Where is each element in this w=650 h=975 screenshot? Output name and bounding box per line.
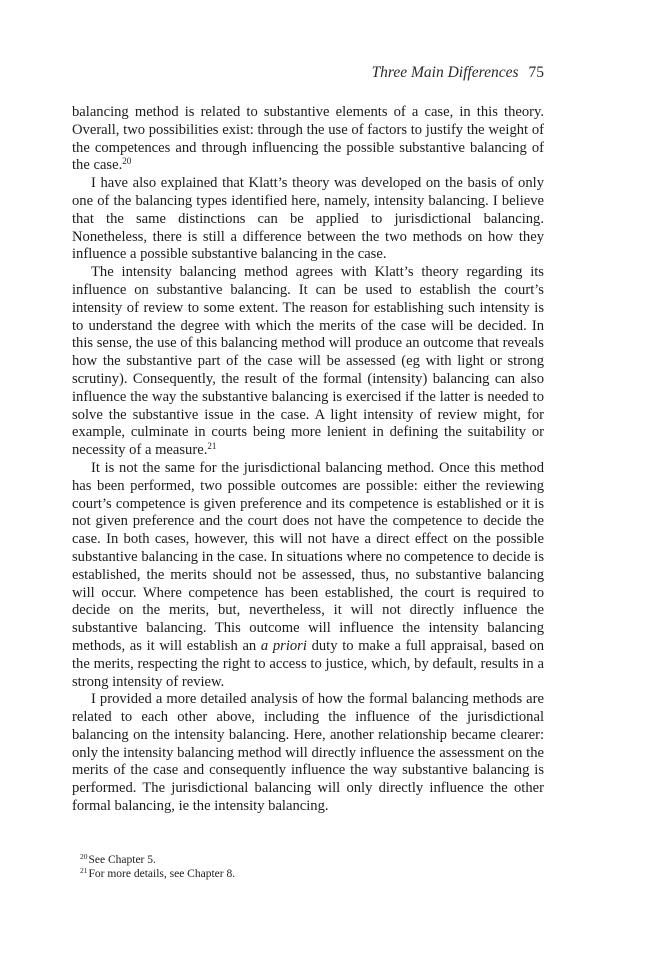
- paragraph-text: The intensity balancing method agrees with Klatt’s theory regarding its influence on substantive balancing. It can be used to establish the court’s intensity of review to some extent. The reason for establishing such intensity is to understand the degree with which the merits of the case will be decided. In this sense, the use of this balancing method will produce an outcome that reveals how the substantive part of the case will be assessed (eg with light or strong scrutiny). Consequently, the result of the formal (intensity) balancing can also influence the way the substantive balancing is exercised if the latter is needed to solve the substantive issue in the case. A light intensity of review might, for example, culminate in courts being more lenient in defining the suitability or necessity of a measure.: [72, 264, 544, 459]
- paragraph-5: [72, 691, 544, 816]
- paragraph-3: [72, 264, 544, 460]
- paragraph-2: [72, 175, 544, 264]
- paragraph-text: balancing method is related to substantive elements of a case, in this theory. Overall, two possibilities exist: through the use of factors to justify the weight of the competences and through influencing the possible substantive balancing of the case.: [72, 104, 544, 174]
- paragraph-text: I have also explained that Klatt’s theory was developed on the basis of only one of the balancing types identified here, namely, intensity balancing. I believe that the same distinctions can be applied to jurisdictional balancing. Nonetheless, there is still a difference between the two methods on how they influence a possible substantive balancing in the case.: [72, 175, 544, 263]
- footnotes: [80, 853, 545, 881]
- footnote-ref-20: 20: [122, 156, 132, 167]
- footnote-21: [80, 867, 545, 881]
- running-title: Three Main Differences: [371, 64, 519, 81]
- paragraph-text: I provided a more detailed analysis of how the formal balancing methods are related to each other above, including the influence of the jurisdictional balancing on the intensity balancing. Here, another relationship became clearer: only the intensity balancing method will directly influence the assessment on the merits of the case and consequently influence the way substantive balancing is performed. The jurisdictional balancing will only directly influence the other formal balancing, ie the intensity balancing.: [72, 691, 544, 815]
- running-header: [72, 64, 544, 82]
- paragraph-1: [72, 104, 544, 175]
- paragraph-4: [72, 460, 544, 691]
- paragraph-text: duty to make a full appraisal, based on the merits, respecting the right to access to justice, which, by default, results in a strong intensity of review.: [72, 637, 544, 690]
- body-text: [72, 104, 544, 816]
- italic-term: a priori: [260, 637, 307, 654]
- footnote-text: See Chapter 5.: [88, 854, 156, 866]
- footnote-20: [80, 853, 545, 867]
- footnote-ref-21: 21: [207, 441, 217, 452]
- paragraph-text: It is not the same for the jurisdictional balancing method. Once this method has been performed, two possible outcomes are possible: either the reviewing court’s competence is given preference and its competence is established or it is not given preference and the court does not have the competence to decide the case. In both cases, however, this will not have a direct effect on the possible substantive balancing in the case. In situations where no competence to decide is established, the merits should not be assessed, thus, no substantive balancing will occur. Where competence has been established, the court is required to decide on the merits, but, nevertheless, it will not directly influence the substantive balancing. This outcome will influence the intensity balancing methods, as it will establish an: [72, 459, 544, 654]
- footnote-number: 21: [80, 866, 88, 875]
- page-number: 75: [528, 64, 544, 81]
- footnote-text: For more details, see Chapter 8.: [88, 868, 236, 880]
- footnote-number: 20: [80, 852, 88, 861]
